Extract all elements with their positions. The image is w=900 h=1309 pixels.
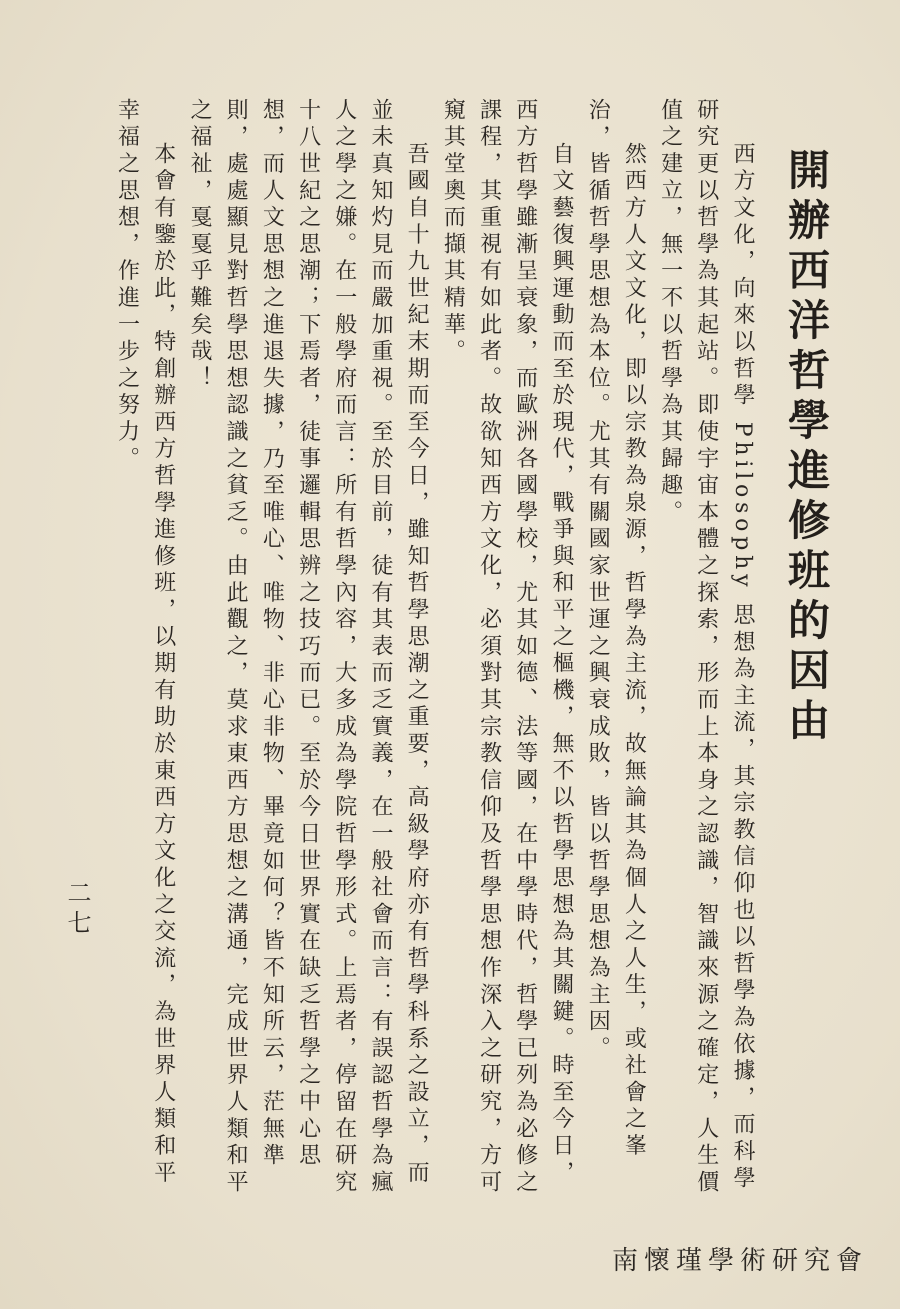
page-number: 二七: [63, 880, 91, 940]
body-text: [114, 98, 760, 1210]
paragraph-5: 本會有鑒於此，特創辦西方哲學進修班，以期有助於東西方文化之交流，為世界人類和平幸福之思想，作進一步之努力。: [114, 98, 176, 1188]
paragraph-2: 然西方人文文化，即以宗教為泉源，哲學為主流，故無論其為個人之人生，或社會之峯治，皆循哲學思想為本位。尤其有關國家世運之興衰成敗，皆以哲學思想為主因。: [585, 98, 647, 1161]
paragraph-1: 西方文化，向來以哲學 Philosophy 思想為主流，其宗教信仰也以哲學為依據，而科學研究更以哲學為其起站。即使宇宙本體之探索，形而上本身之認識，智識來源之確定，人生價值之建立，無一不以哲學為其歸趣。: [657, 98, 755, 1197]
paragraph-3: 自文藝復興運動而至於現代，戰爭與和平之樞機，無不以哲學思想為其關鍵。時至今日，西方哲學雖漸呈衰象，而歐洲各國學校，尤其如德、法等國，在中學時代，哲學已列為必修之課程，其重視有如此者。故欲知西方文化，必須對其宗教信仰及哲學思想作深入之研究，方可窺其堂奧而擷其精華。: [440, 98, 574, 1197]
publisher-footer: 南懷瑾學術研究會: [611, 1246, 868, 1276]
document-title: 開辦西洋哲學進修班的因由: [782, 148, 831, 748]
paragraph-4: 吾國自十九世紀末期而至今日，雖知哲學思潮之重要，高級學府亦有哲學科系之設立，而並未真知灼見而嚴加重視。至於目前，徒有其表而乏實義，在一般社會而言：有誤認哲學為瘋人之學之嫌。在一般學府而言：所有哲學內容，大多成為學院哲學形式。上焉者，停留在研究十八世紀之思潮；下焉者，徒事邏輯思辨之技巧而已。至於今日世界實在缺乏哲學之中心思想，而人文思想之進退失據，乃至唯心、唯物、非心非物、畢竟如何？皆不知所云，茫無準則，處處顯見對哲學思想認識之貧乏。由此觀之，莫求東西方思想之溝通，完成世界人類和平之福祉，戛戛乎難矣哉！: [186, 98, 430, 1197]
